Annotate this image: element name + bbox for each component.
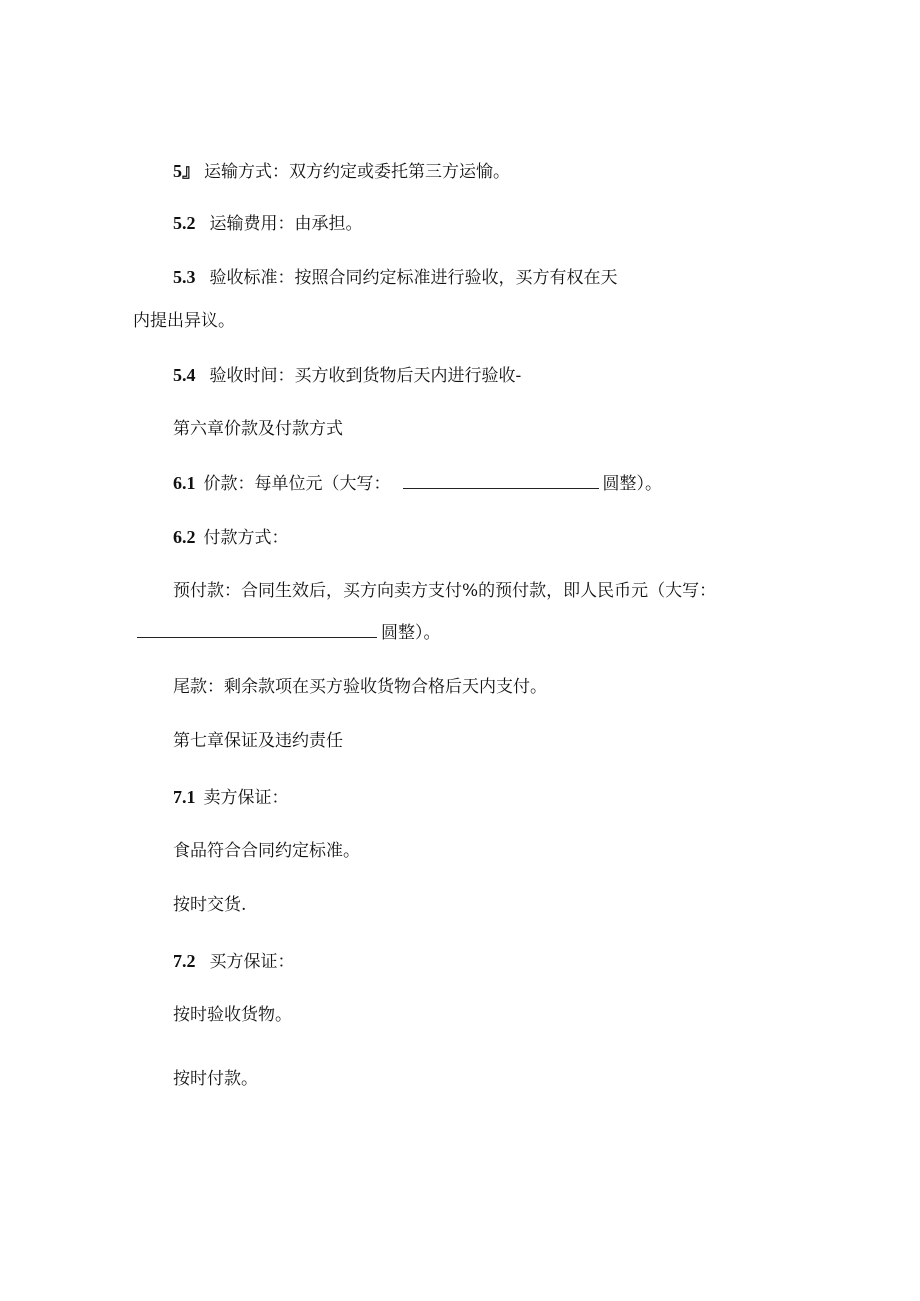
clause-5-1: [173, 160, 510, 183]
clause-text: 食品符合合同约定标准。: [173, 841, 360, 861]
prepayment-line-continued: [133, 622, 441, 644]
clause-text: 按时验收货物。: [173, 1005, 292, 1025]
clause-5-2: [173, 212, 363, 235]
fill-in-blank[interactable]: [137, 623, 377, 638]
clause-text: 价款：每单位元（大写：: [203, 474, 391, 494]
prepayment-line: [173, 580, 716, 602]
clause-5-3: [173, 266, 618, 289]
balance-payment-line: [173, 676, 547, 698]
chapter-7-heading: [173, 730, 343, 752]
clause-text: 验收标准：按照合同约定标准进行验收，买方有权在天: [209, 268, 618, 288]
seller-guarantee-item-2: [173, 894, 246, 916]
clause-number: 7.1: [173, 787, 196, 807]
chapter-title: 第七章保证及违约责任: [173, 731, 343, 751]
clause-text: 运输费用：由承担。: [209, 214, 363, 234]
clause-7-1: [173, 786, 289, 809]
clause-number: 5.2: [173, 213, 196, 233]
clause-6-2: [173, 526, 289, 549]
seller-guarantee-item-1: [173, 840, 360, 862]
clause-number: 5.4: [173, 365, 196, 385]
buyer-guarantee-item-1: [173, 1004, 292, 1026]
clause-6-1: [173, 472, 662, 495]
buyer-guarantee-item-2: [173, 1068, 258, 1090]
clause-number: 5.3: [173, 267, 196, 287]
clause-7-2: [173, 950, 295, 973]
clause-number: 5』: [173, 161, 200, 181]
clause-5-4: [173, 364, 521, 387]
clause-text: 圆整）。: [381, 623, 441, 643]
chapter-title: 第六章价款及付款方式: [173, 419, 343, 439]
clause-text: 按时付款。: [173, 1069, 258, 1089]
clause-number: 7.2: [173, 951, 196, 971]
clause-5-3-continued: [133, 310, 235, 332]
clause-text: 买方保证：: [209, 952, 295, 972]
clause-text: 按时交货.: [173, 895, 247, 915]
clause-text: 内提出异议。: [133, 311, 235, 331]
clause-text: 付款方式：: [203, 528, 289, 548]
clause-text: 卖方保证：: [203, 788, 289, 808]
chapter-6-heading: [173, 418, 343, 440]
clause-text: 预付款：合同生效后，买方向卖方支付%的预付款，即人民币元（大写：: [173, 581, 717, 601]
fill-in-blank[interactable]: [403, 474, 599, 489]
clause-text: 验收时间：买方收到货物后天内进行验收-: [209, 366, 522, 386]
clause-number: 6.2: [173, 527, 196, 547]
clause-number: 6.1: [173, 473, 196, 493]
clause-text: 尾款：剩余款项在买方验收货物合格后天内支付。: [173, 677, 547, 697]
clause-text: 圆整）。: [602, 474, 662, 494]
clause-text: 运输方式：双方约定或委托第三方运愉。: [204, 162, 510, 182]
